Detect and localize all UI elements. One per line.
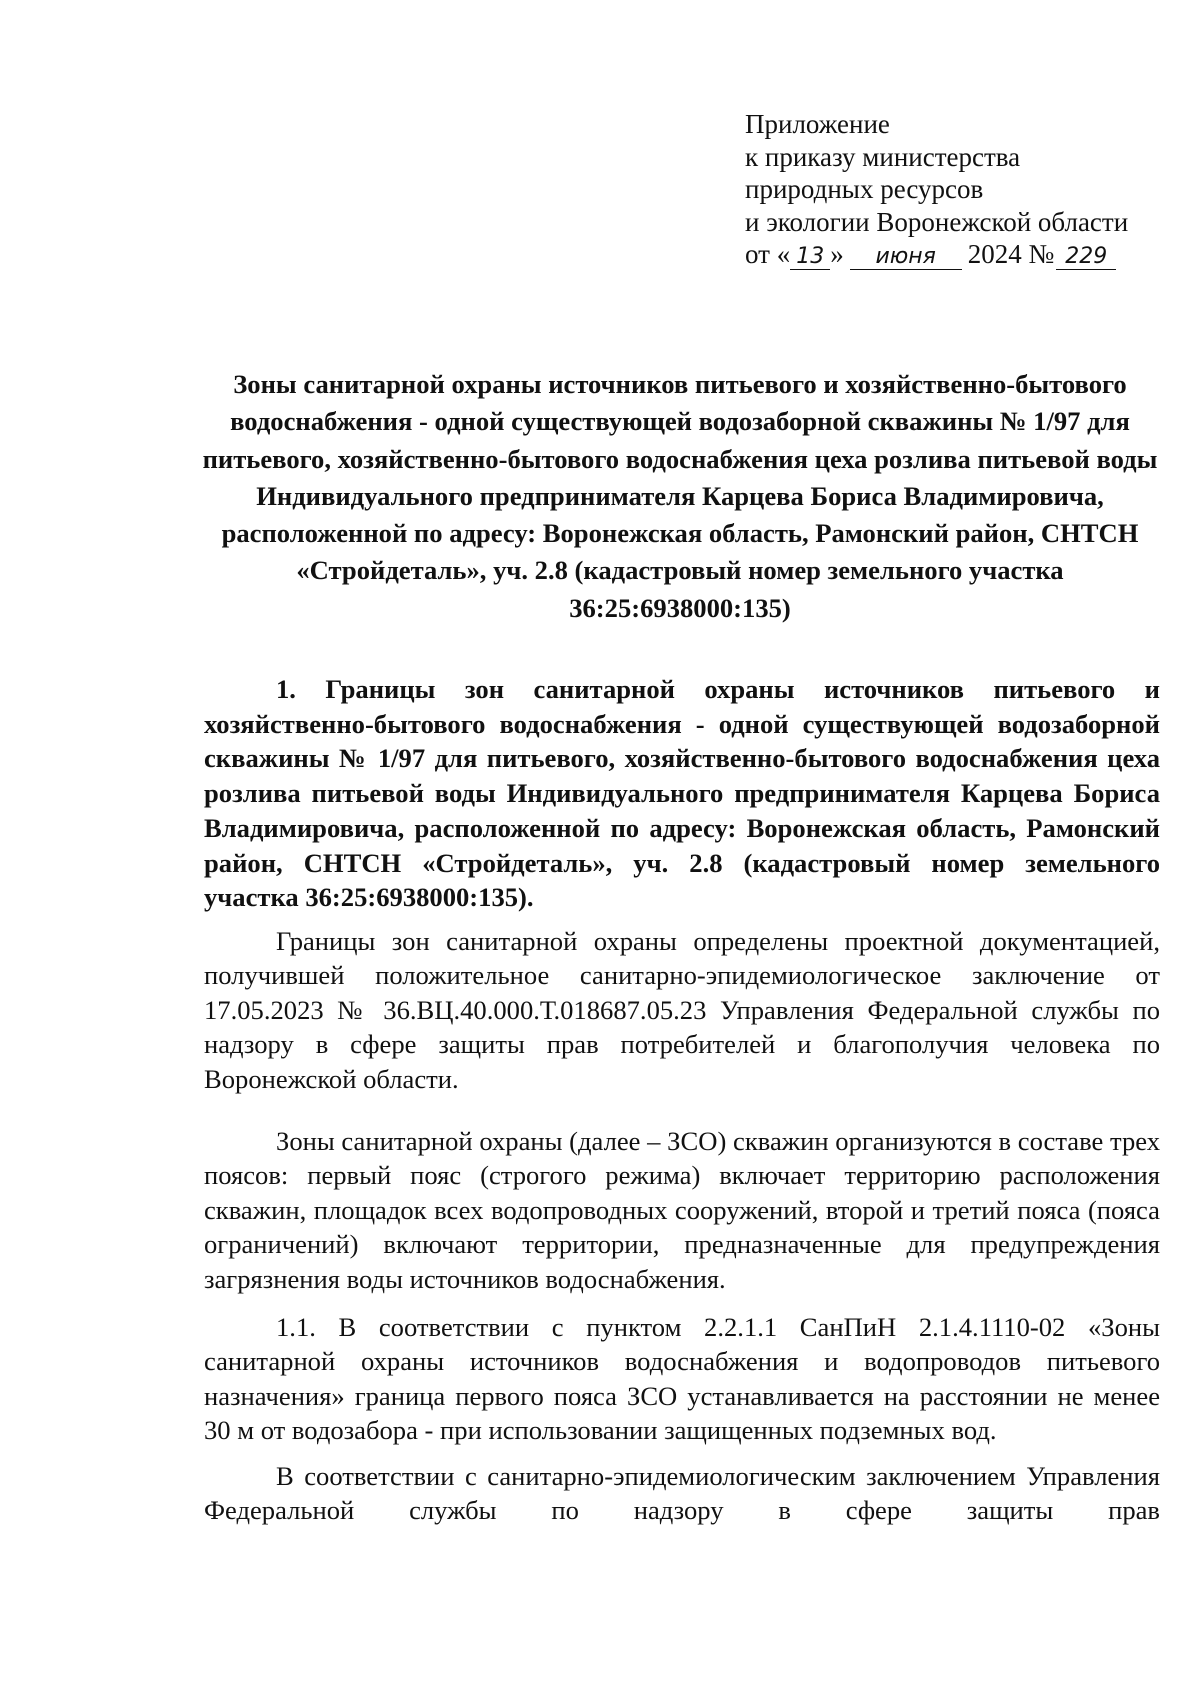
paragraph-conclusion: В соответствии с санитарно-эпидемиологическим заключением Управления Федеральной службы по надзору в сфере защиты прав <box>204 1461 1160 1526</box>
order-year-number-label: 2024 № <box>967 239 1055 269</box>
document-title: Зоны санитарной охраны источников питьевого и хозяйственно-бытового водоснабжения - одной существующей водозаборной скважины № 1/97 для питьевого, хозяйственно-бытового водоснабжения цеха розлива питьевой воды Индивидуального предпринимателя Карцева Бориса Владимировича, расположенной по адресу: Воронежская область, Рамонский район, СНТСН «Стройдеталь», уч. 2.8 (кадастровый номер земельного участка 36:25:6938000:135) <box>202 369 1158 623</box>
section-1-heading: 1. Границы зон санитарной охраны источников питьевого и хозяйственно-бытового водоснабжения - одной существующей водозаборной скважины № 1/97 для питьевого, хозяйственно-бытового водоснабжения цеха розлива питьевой воды Индивидуального предпринимателя Карцева Бориса Владимировича, расположенной по адресу: Воронежская область, Рамонский район, СНТСН «Стройдеталь», уч. 2.8 (кадастровый номер земельного участка 36:25:6938000:135). <box>204 674 1160 913</box>
paragraph-boundaries: Границы зон санитарной охраны определены проектной документацией, получившей положительное санитарно-эпидемиологическое заключение от 17.05.2023 № 36.ВЦ.40.000.Т.018687.05.23 Управления Федеральной службы по надзору в сфере защиты прав потребителей и благополучия человека по Воронежской области. <box>204 926 1160 1094</box>
order-prefix: от « <box>745 239 791 269</box>
appendix-line-3: природных ресурсов <box>745 174 984 204</box>
order-quote-close: » <box>830 239 844 269</box>
paragraph-1-1: 1.1. В соответствии с пунктом 2.2.1.1 СанПиН 2.1.4.1110-02 «Зоны санитарной охраны источников водоснабжения и водопроводов питьевого назначения» граница первого пояса ЗСО устанавливается на расстоянии не менее 30 м от водозабора - при использовании защищенных подземных вод. <box>204 1312 1160 1446</box>
appendix-line-2: к приказу министерства <box>745 141 1021 172</box>
order-date-line <box>745 238 1165 271</box>
order-number-handwritten: 229 <box>1056 245 1116 270</box>
appendix-line-1: Приложение <box>745 109 890 139</box>
order-month-handwritten: июня <box>850 245 962 270</box>
appendix-header <box>745 108 1165 271</box>
appendix-line-4: и экологии Воронежской области <box>745 206 1129 237</box>
paragraph-zso-belts: Зоны санитарной охраны (далее – ЗСО) скважин организуются в составе трех поясов: первый пояс (строгого режима) включает территорию расположения скважин, площадок всех водопроводных сооружений, второй и третий пояса (пояса ограничений) включают территории, предназначенные для предупреждения загрязнения воды источников водоснабжения. <box>204 1126 1160 1294</box>
order-day-handwritten: 13 <box>790 245 830 270</box>
